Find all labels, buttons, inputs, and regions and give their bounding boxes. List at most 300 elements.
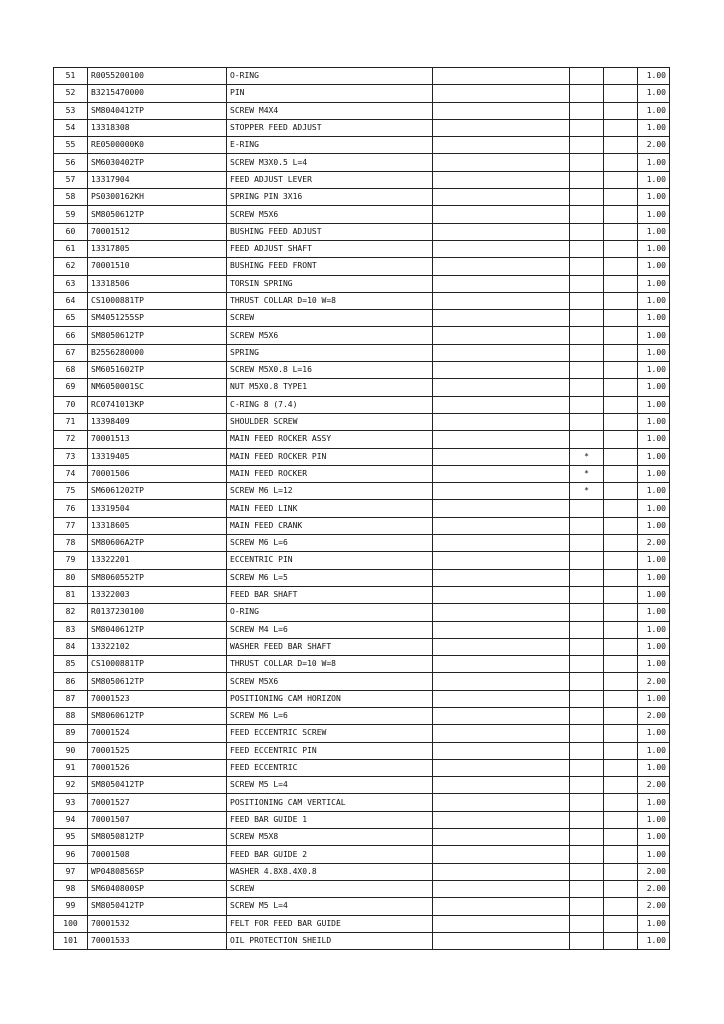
blank-cell [433,725,570,742]
blank-cell [433,362,570,379]
part-number-cell: RC0741013KP [88,396,227,413]
table-row [54,327,670,344]
mark-cell [570,85,604,102]
description-cell: MAIN FEED LINK [227,500,433,517]
quantity-cell: 1.00 [638,932,670,949]
blank-cell [604,448,638,465]
quantity-cell: 1.00 [638,327,670,344]
blank-cell [433,431,570,448]
item-number-cell: 76 [54,500,88,517]
description-cell: FEED BAR SHAFT [227,586,433,603]
mark-cell [570,604,604,621]
quantity-cell: 1.00 [638,690,670,707]
blank-cell [433,465,570,482]
part-number-cell: 13318308 [88,119,227,136]
part-number-cell: 70001532 [88,915,227,932]
quantity-cell: 1.00 [638,68,670,85]
part-number-cell: SM4051255SP [88,310,227,327]
item-number-cell: 86 [54,673,88,690]
blank-cell [433,517,570,534]
item-number-cell: 75 [54,483,88,500]
item-number-cell: 87 [54,690,88,707]
description-cell: FEED ECCENTRIC SCREW [227,725,433,742]
description-cell: FEED ECCENTRIC [227,759,433,776]
description-cell: C-RING 8 (7.4) [227,396,433,413]
description-cell: FEED BAR GUIDE 2 [227,846,433,863]
blank-cell [604,137,638,154]
blank-cell [433,621,570,638]
blank-cell [604,638,638,655]
mark-cell [570,431,604,448]
table-row [54,483,670,500]
blank-cell [604,240,638,257]
blank-cell [433,586,570,603]
table-row [54,777,670,794]
blank-cell [433,154,570,171]
table-row [54,621,670,638]
part-number-cell: 13317904 [88,171,227,188]
part-number-cell: 70001512 [88,223,227,240]
item-number-cell: 61 [54,240,88,257]
blank-cell [604,292,638,309]
mark-cell [570,863,604,880]
blank-cell [604,898,638,915]
mark-cell [570,500,604,517]
table-row [54,310,670,327]
quantity-cell: 1.00 [638,448,670,465]
quantity-cell: 1.00 [638,85,670,102]
blank-cell [433,880,570,897]
item-number-cell: 54 [54,119,88,136]
blank-cell [433,932,570,949]
description-cell: SPRING [227,344,433,361]
item-number-cell: 53 [54,102,88,119]
blank-cell [604,569,638,586]
table-row [54,690,670,707]
mark-cell [570,690,604,707]
mark-cell [570,275,604,292]
blank-cell [433,552,570,569]
table-row [54,206,670,223]
blank-cell [433,829,570,846]
part-number-cell: 70001508 [88,846,227,863]
blank-cell [433,206,570,223]
description-cell: MAIN FEED ROCKER ASSY [227,431,433,448]
item-number-cell: 91 [54,759,88,776]
part-number-cell: RE0500000K0 [88,137,227,154]
item-number-cell: 99 [54,898,88,915]
part-number-cell: SM8040612TP [88,621,227,638]
table-row [54,500,670,517]
item-number-cell: 100 [54,915,88,932]
quantity-cell: 2.00 [638,535,670,552]
table-row [54,552,670,569]
quantity-cell: 1.00 [638,500,670,517]
table-row [54,794,670,811]
description-cell: SCREW M4 L=6 [227,621,433,638]
quantity-cell: 1.00 [638,621,670,638]
table-row [54,465,670,482]
quantity-cell: 1.00 [638,413,670,430]
mark-cell [570,206,604,223]
quantity-cell: 1.00 [638,171,670,188]
description-cell: SCREW [227,310,433,327]
part-number-cell: 70001526 [88,759,227,776]
part-number-cell: 13322003 [88,586,227,603]
mark-cell [570,379,604,396]
item-number-cell: 77 [54,517,88,534]
blank-cell [433,707,570,724]
blank-cell [433,604,570,621]
table-row [54,379,670,396]
description-cell: SCREW M4X4 [227,102,433,119]
blank-cell [604,535,638,552]
table-row [54,154,670,171]
quantity-cell: 1.00 [638,811,670,828]
description-cell: SCREW M6 L=5 [227,569,433,586]
blank-cell [433,569,570,586]
blank-cell [433,275,570,292]
part-number-cell: SM8040412TP [88,102,227,119]
description-cell: SCREW M5X6 [227,673,433,690]
blank-cell [604,725,638,742]
part-number-cell: SM8050612TP [88,327,227,344]
blank-cell [433,171,570,188]
blank-cell [433,898,570,915]
blank-cell [604,915,638,932]
description-cell: FEED BAR GUIDE 1 [227,811,433,828]
part-number-cell: SM8050812TP [88,829,227,846]
description-cell: FEED ADJUST LEVER [227,171,433,188]
mark-cell [570,310,604,327]
part-number-cell: 13319504 [88,500,227,517]
quantity-cell: 1.00 [638,379,670,396]
mark-cell [570,742,604,759]
item-number-cell: 94 [54,811,88,828]
blank-cell [604,275,638,292]
part-number-cell: B2556280000 [88,344,227,361]
blank-cell [433,258,570,275]
part-number-cell: PS0300162KH [88,189,227,206]
quantity-cell: 1.00 [638,206,670,223]
blank-cell [433,915,570,932]
part-number-cell: 70001510 [88,258,227,275]
quantity-cell: 1.00 [638,240,670,257]
blank-cell [433,483,570,500]
table-row [54,102,670,119]
blank-cell [433,811,570,828]
table-row [54,569,670,586]
blank-cell [604,829,638,846]
description-cell: WASHER 4.8X8.4X0.8 [227,863,433,880]
mark-cell [570,880,604,897]
part-number-cell: SM8050412TP [88,898,227,915]
part-number-cell: 70001523 [88,690,227,707]
blank-cell [604,379,638,396]
blank-cell [604,707,638,724]
mark-cell [570,777,604,794]
blank-cell [604,742,638,759]
part-number-cell: NM6050001SC [88,379,227,396]
part-number-cell: 70001533 [88,932,227,949]
blank-cell [604,431,638,448]
description-cell: MAIN FEED ROCKER [227,465,433,482]
parts-table-body [54,68,670,950]
mark-cell [570,811,604,828]
blank-cell [604,362,638,379]
description-cell: O-RING [227,604,433,621]
blank-cell [604,465,638,482]
quantity-cell: 1.00 [638,552,670,569]
item-number-cell: 56 [54,154,88,171]
blank-cell [433,500,570,517]
table-row [54,811,670,828]
blank-cell [433,68,570,85]
blank-cell [604,68,638,85]
blank-cell [604,500,638,517]
mark-cell [570,137,604,154]
table-row [54,880,670,897]
blank-cell [604,880,638,897]
description-cell: TORSIN SPRING [227,275,433,292]
mark-cell [570,240,604,257]
table-row [54,586,670,603]
item-number-cell: 57 [54,171,88,188]
quantity-cell: 1.00 [638,483,670,500]
item-number-cell: 60 [54,223,88,240]
blank-cell [604,327,638,344]
item-number-cell: 88 [54,707,88,724]
item-number-cell: 101 [54,932,88,949]
description-cell: ECCENTRIC PIN [227,552,433,569]
mark-cell [570,794,604,811]
item-number-cell: 70 [54,396,88,413]
item-number-cell: 79 [54,552,88,569]
blank-cell [604,189,638,206]
blank-cell [604,171,638,188]
part-number-cell: 13319405 [88,448,227,465]
table-row [54,189,670,206]
item-number-cell: 96 [54,846,88,863]
part-number-cell: B3215470000 [88,85,227,102]
quantity-cell: 1.00 [638,569,670,586]
table-row [54,846,670,863]
blank-cell [604,656,638,673]
item-number-cell: 92 [54,777,88,794]
table-row [54,742,670,759]
blank-cell [433,638,570,655]
part-number-cell: 70001527 [88,794,227,811]
quantity-cell: 1.00 [638,794,670,811]
item-number-cell: 80 [54,569,88,586]
quantity-cell: 1.00 [638,119,670,136]
blank-cell [433,846,570,863]
blank-cell [604,586,638,603]
table-row [54,604,670,621]
part-number-cell: SM8050612TP [88,206,227,223]
blank-cell [433,863,570,880]
quantity-cell: 2.00 [638,898,670,915]
description-cell: POSITIONING CAM HORIZON [227,690,433,707]
description-cell: SCREW M5 L=4 [227,898,433,915]
blank-cell [604,673,638,690]
part-number-cell: WP0480856SP [88,863,227,880]
part-number-cell: 13398409 [88,413,227,430]
blank-cell [604,119,638,136]
quantity-cell: 1.00 [638,275,670,292]
table-row [54,275,670,292]
table-row [54,898,670,915]
description-cell: SCREW M6 L=12 [227,483,433,500]
part-number-cell: 70001507 [88,811,227,828]
description-cell: MAIN FEED CRANK [227,517,433,534]
blank-cell [433,137,570,154]
blank-cell [604,413,638,430]
mark-cell [570,535,604,552]
table-row [54,517,670,534]
table-row [54,863,670,880]
part-number-cell: CS1000881TP [88,292,227,309]
mark-cell [570,829,604,846]
description-cell: SCREW M5X6 [227,206,433,223]
mark-cell [570,292,604,309]
item-number-cell: 63 [54,275,88,292]
part-number-cell: SM6061202TP [88,483,227,500]
mark-cell [570,362,604,379]
mark-cell [570,656,604,673]
description-cell: FEED ECCENTRIC PIN [227,742,433,759]
quantity-cell: 2.00 [638,707,670,724]
table-row [54,656,670,673]
quantity-cell: 1.00 [638,656,670,673]
table-row [54,431,670,448]
table-row [54,725,670,742]
description-cell: SCREW M5X6 [227,327,433,344]
item-number-cell: 97 [54,863,88,880]
blank-cell [433,223,570,240]
mark-cell [570,223,604,240]
item-number-cell: 67 [54,344,88,361]
part-number-cell: SM6040800SP [88,880,227,897]
mark-cell [570,552,604,569]
quantity-cell: 1.00 [638,310,670,327]
quantity-cell: 1.00 [638,829,670,846]
blank-cell [604,85,638,102]
item-number-cell: 68 [54,362,88,379]
item-number-cell: 64 [54,292,88,309]
quantity-cell: 1.00 [638,846,670,863]
blank-cell [604,154,638,171]
blank-cell [433,85,570,102]
description-cell: STOPPER FEED ADJUST [227,119,433,136]
mark-cell: * [570,483,604,500]
mark-cell [570,171,604,188]
quantity-cell: 1.00 [638,223,670,240]
table-row [54,396,670,413]
table-row [54,535,670,552]
item-number-cell: 81 [54,586,88,603]
blank-cell [604,223,638,240]
quantity-cell: 1.00 [638,154,670,171]
blank-cell [433,673,570,690]
mark-cell [570,189,604,206]
mark-cell [570,638,604,655]
item-number-cell: 55 [54,137,88,154]
part-number-cell: 13322102 [88,638,227,655]
mark-cell [570,569,604,586]
description-cell: SPRING PIN 3X16 [227,189,433,206]
blank-cell [433,310,570,327]
item-number-cell: 72 [54,431,88,448]
table-row [54,137,670,154]
item-number-cell: 83 [54,621,88,638]
mark-cell: * [570,465,604,482]
part-number-cell: SM8060552TP [88,569,227,586]
mark-cell [570,396,604,413]
blank-cell [604,206,638,223]
blank-cell [433,535,570,552]
item-number-cell: 98 [54,880,88,897]
description-cell: THRUST COLLAR D=10 W=8 [227,292,433,309]
quantity-cell: 2.00 [638,880,670,897]
blank-cell [604,102,638,119]
quantity-cell: 1.00 [638,725,670,742]
quantity-cell: 1.00 [638,517,670,534]
item-number-cell: 90 [54,742,88,759]
item-number-cell: 66 [54,327,88,344]
description-cell: MAIN FEED ROCKER PIN [227,448,433,465]
blank-cell [604,258,638,275]
quantity-cell: 1.00 [638,915,670,932]
part-number-cell: SM80606A2TP [88,535,227,552]
quantity-cell: 1.00 [638,189,670,206]
table-row [54,759,670,776]
description-cell: SCREW M6 L=6 [227,707,433,724]
mark-cell [570,898,604,915]
table-row [54,344,670,361]
mark-cell [570,707,604,724]
part-number-cell: 13318605 [88,517,227,534]
blank-cell [604,310,638,327]
table-row [54,448,670,465]
mark-cell [570,102,604,119]
description-cell: OIL PROTECTION SHEILD [227,932,433,949]
blank-cell [433,327,570,344]
mark-cell [570,327,604,344]
description-cell: E-RING [227,137,433,154]
table-row [54,292,670,309]
quantity-cell: 2.00 [638,863,670,880]
blank-cell [604,932,638,949]
mark-cell [570,586,604,603]
blank-cell [433,794,570,811]
blank-cell [604,517,638,534]
mark-cell [570,932,604,949]
part-number-cell: 70001525 [88,742,227,759]
blank-cell [433,344,570,361]
table-row [54,707,670,724]
description-cell: NUT M5X0.8 TYPE1 [227,379,433,396]
description-cell: SCREW [227,880,433,897]
part-number-cell: 13317805 [88,240,227,257]
blank-cell [604,863,638,880]
blank-cell [604,811,638,828]
description-cell: SCREW M5X8 [227,829,433,846]
part-number-cell: 70001524 [88,725,227,742]
item-number-cell: 71 [54,413,88,430]
item-number-cell: 51 [54,68,88,85]
table-row [54,258,670,275]
